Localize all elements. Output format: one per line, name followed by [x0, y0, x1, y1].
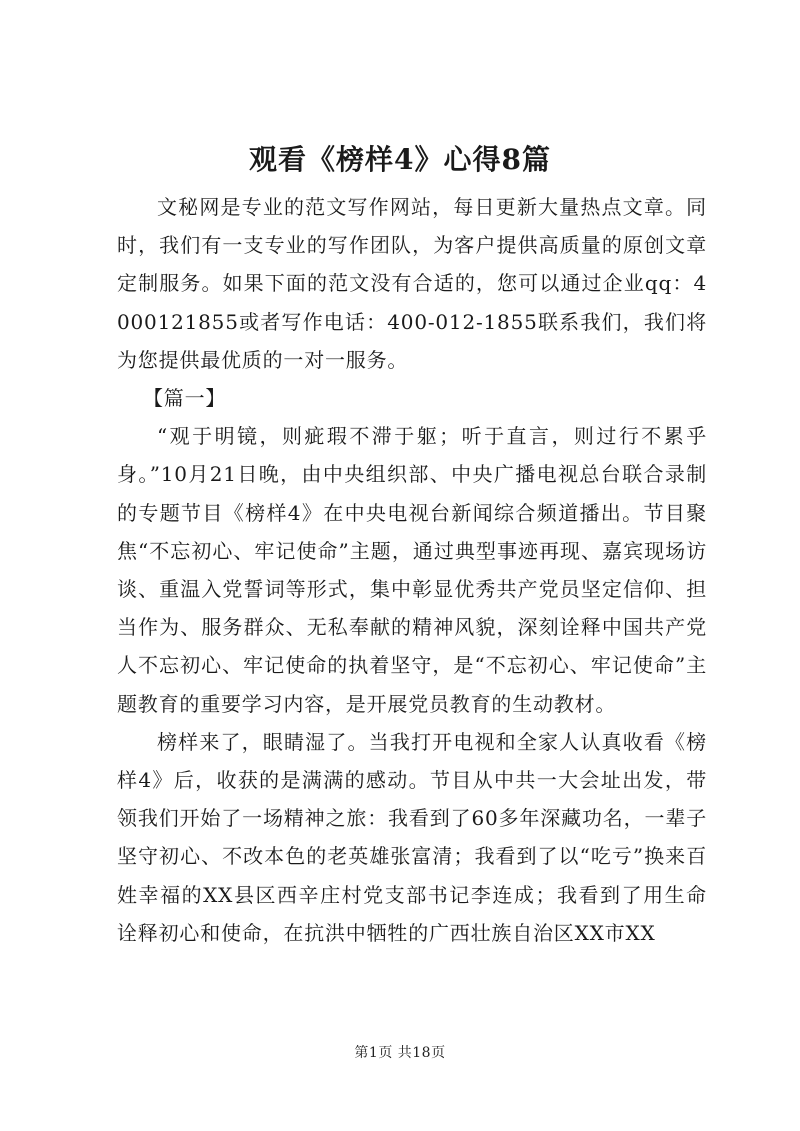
body-paragraph: “观于明镜，则疵瑕不滞于躯；听于直言，则过行不累乎身。”10月21日晚，由中央组织部、中央广播电视总台联合录制的专题节目《榜样4》在中央电视台新闻综合频道播出。节目聚焦“不忘初心、牢记使命”主题，通过典型事迹再现、嘉宾现场访谈、重温入党誓词等形式，集中彰显优秀共产党员坚定信仰、担当作为、服务群众、无私奉献的精神风貌，深刻诠释中国共产党人不忘初心、牢记使命的执着坚守，是“不忘初心、牢记使命”主题教育的重要学习内容，是开展党员教育的生动教材。: [117, 424, 707, 716]
document-title: 观看《榜样4》心得8篇: [249, 143, 551, 176]
body-paragraph: 榜样来了，眼睛湿了。当我打开电视和全家人认真收看《榜样4》后，收获的是满满的感动。节目从中共一大会址出发，带领我们开始了一场精神之旅：我看到了60多年深藏功名，一辈子坚守初心、不改本色的老英雄张富清；我看到了以“吃亏”换来百姓幸福的XX县区西辛庄村党支部书记李连成；我看到了用生命诠释初心和使命，在抗洪中牺牲的广西壮族自治区XX市XX: [117, 729, 707, 945]
page-footer: 第1页 共18页: [354, 1045, 446, 1061]
section-heading: 【篇一】: [143, 386, 227, 411]
intro-paragraph: 文秘网是专业的范文写作网站，每日更新大量热点文章。同时，我们有一支专业的写作团队，为客户提供高质量的原创文章定制服务。如果下面的范文没有合适的，您可以通过企业qq：4000121855或者写作电话：400-012-1855联系我们，我们将为您提供最优质的一对一服务。: [117, 195, 707, 372]
document-body: [117, 188, 707, 952]
